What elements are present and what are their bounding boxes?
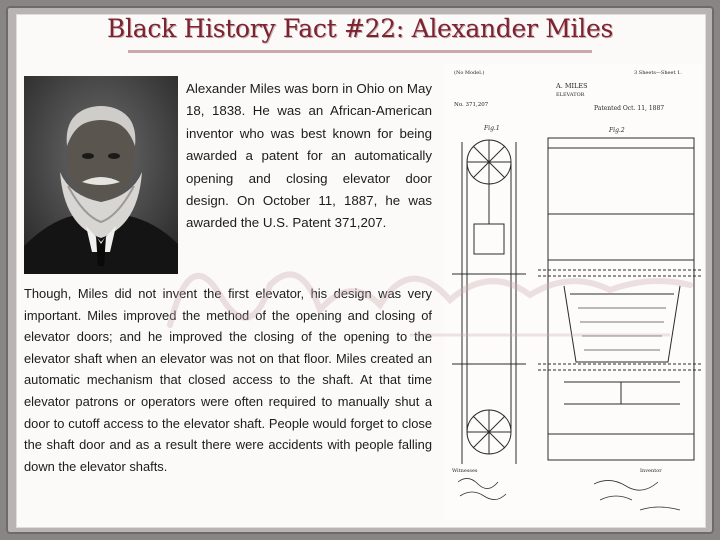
patent-type: ELEVATOR: [556, 92, 585, 98]
patent-inventor: A. MILES: [556, 82, 588, 90]
fig1-shaft: [452, 140, 526, 464]
patent-header-right: 3 Sheets—Sheet 1.: [634, 70, 682, 76]
patent-date: Patented Oct. 11, 1887: [594, 105, 665, 112]
fig2-section: [538, 138, 702, 460]
intro-paragraph: Alexander Miles was born in Ohio on May 18, 1838. He was an African-American inventor who was best known for being awarded a patent for an automatically opening and closing elevator door design. On October 11, 1887, he was awarded the U.S. Patent 371,207.: [186, 81, 432, 231]
patent-number: No. 371,207: [454, 102, 489, 108]
witness-signature-1: [458, 478, 498, 488]
inventor-signature: [594, 480, 658, 490]
patent-header-left: (No Model.): [454, 70, 485, 76]
witness-signature-2: [460, 492, 506, 500]
portrait-illustration: [24, 76, 178, 274]
body-paragraph: Though, Miles did not invent the first elevator, his design was very important. Miles improved the method of the opening and closing of elevator doors; and he improved the closing of the opening to the elevator shaft when an elevator was not on that floor. Miles created an automatic mechanism that closed access to the shaft. At that time elevator patrons or operators were often required to manually shut a door to cutoff access to the elevator shaft. People would forget to close the shaft door and as a result there were accidents with people falling down the elevator shafts.: [24, 286, 432, 474]
patent-diagram: [444, 64, 702, 520]
inventor-label: Inventor: [640, 468, 662, 474]
page-title: Black History Fact #22: Alexander Miles: [107, 14, 613, 43]
patent-fig1-label: Fig.1: [484, 125, 500, 132]
witnesses-label: Witnesses: [452, 468, 478, 474]
title-underline: [128, 50, 592, 53]
attorney-signature-2: [640, 507, 680, 510]
attorney-signature: [600, 496, 632, 500]
patent-drawing: [444, 64, 702, 520]
patent-fig2-label: Fig.2: [609, 127, 625, 134]
portrait-photo: [24, 76, 178, 274]
